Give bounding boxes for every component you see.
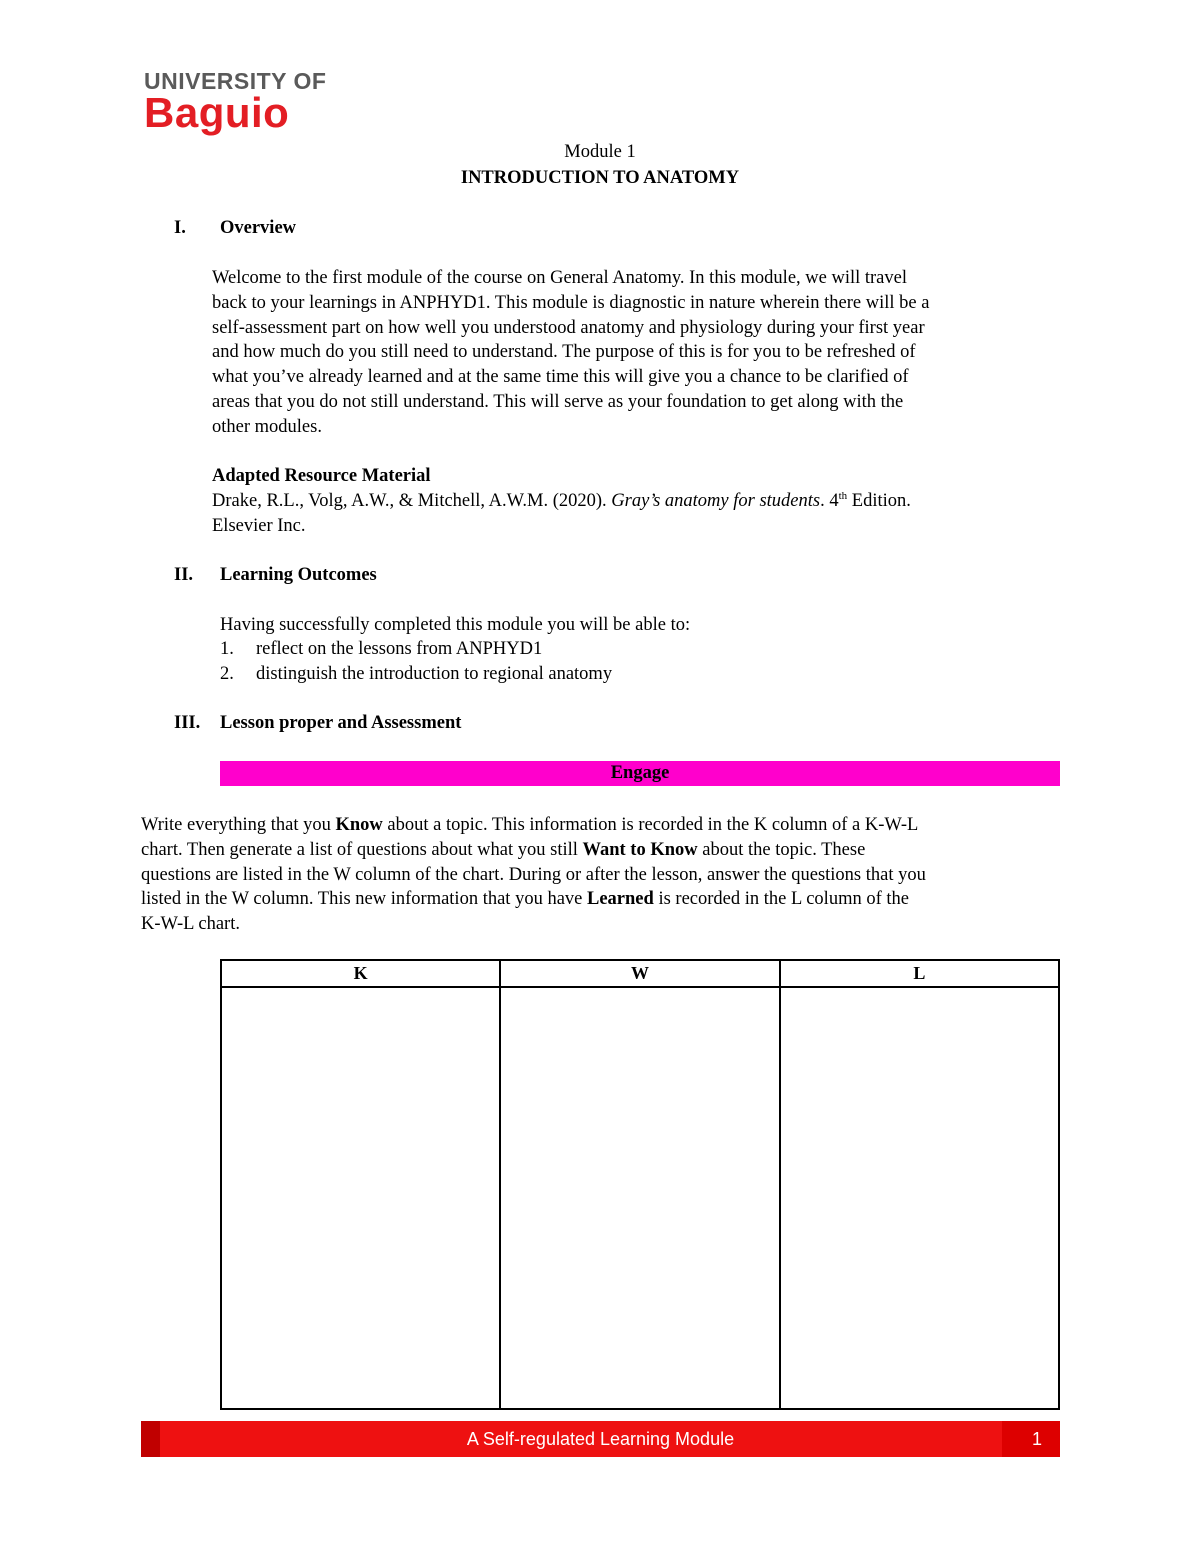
outcome-item: reflect on the lessons from ANPHYD1 [256,639,543,659]
footer-title: A Self-regulated Learning Module [466,1429,735,1449]
kwl-header-l: L [780,960,1059,987]
kwl-body-row [221,987,1059,1409]
overview-line: Welcome to the first module of the course on General Anatomy. In this module, we will travel [212,268,907,288]
instruction-line [141,838,1071,863]
overview-line: what you’ve already learned and at the same time this will give you a chance to be clarified of [212,367,909,388]
section-title-overview: Overview [220,218,297,238]
citation-edition: Edition. [847,491,911,512]
instruction-line [141,887,1071,912]
page-title: INTRODUCTION TO ANATOMY [460,168,740,188]
kwl-cell-k[interactable] [221,987,500,1409]
overview-paragraph [212,266,1072,440]
logo-line-2: Baguio [144,89,290,136]
instruction-emphasis: Know [335,815,383,835]
module-number: Module 1 [564,142,636,162]
overview-line: other modules. [212,416,322,437]
instruction-text: chart. Then generate a list of questions about what you still [141,839,583,860]
university-logo [144,68,327,136]
section-title-lesson: Lesson proper and Assessment [220,713,462,733]
section-number-outcomes: II. [174,565,194,585]
overview-line: and how much do you still need to understand. The purpose of this is for you to be refreshed of [212,342,916,363]
instruction-text: is recorded in the L column of the [653,889,909,910]
page-footer [141,1421,1060,1457]
section-number-lesson: III. [174,713,201,733]
section-number-overview: I. [174,218,186,238]
kwl-instructions [141,813,1071,937]
overview-line: self-assessment part on how well you understood anatomy and physiology during your first year [212,317,925,338]
engage-banner: Engage [220,761,1060,786]
outcome-number: 1. [220,639,234,659]
overview-line: areas that you do not still understand. This will serve as your foundation to get along with the [212,391,904,412]
resource-heading: Adapted Resource Material [212,466,431,486]
kwl-cell-l[interactable] [780,987,1059,1409]
page-number: 1 [1031,1429,1042,1449]
section-title-outcomes: Learning Outcomes [220,565,377,585]
overview-line: back to your learnings in ANPHYD1. This module is diagnostic in nature wherein there will be a [212,292,930,313]
logo-line-1: UNIVERSITY OF [144,68,327,94]
citation-book-title: Gray’s anatomy for students [611,491,821,512]
instruction-emphasis: Learned [587,889,654,910]
instruction-text: about the topic. These [697,839,866,860]
resource-publisher: Elsevier Inc. [212,516,306,536]
resource-citation [212,490,911,512]
kwl-header-k: K [221,960,500,987]
instruction-line: questions are listed in the W column of the chart. During or after the lesson, answer the questions that you [141,864,926,885]
citation-edition-num: . 4 [820,491,839,512]
kwl-header-w: W [500,960,779,987]
instruction-text: about a topic. This information is recorded in the K column of a K-W-L [382,815,919,835]
instruction-line: K-W-L chart. [141,914,240,935]
citation-edition-sup: th [838,490,848,502]
outcomes-intro: Having successfully completed this module you will be able to: [220,615,691,635]
instruction-emphasis: Want to Know [582,839,698,860]
instruction-text: listed in the W column. This new information that you have [141,889,587,910]
kwl-cell-w[interactable] [500,987,779,1409]
instruction-text: Write everything that you [141,815,336,835]
kwl-header-row [221,960,1059,987]
outcome-item: distinguish the introduction to regional anatomy [256,664,613,684]
citation-authors: Drake, R.L., Volg, A.W., & Mitchell, A.W.M. (2020). [212,491,612,512]
kwl-chart [220,959,1060,1410]
outcome-number: 2. [220,664,234,684]
instruction-line [141,813,1071,838]
